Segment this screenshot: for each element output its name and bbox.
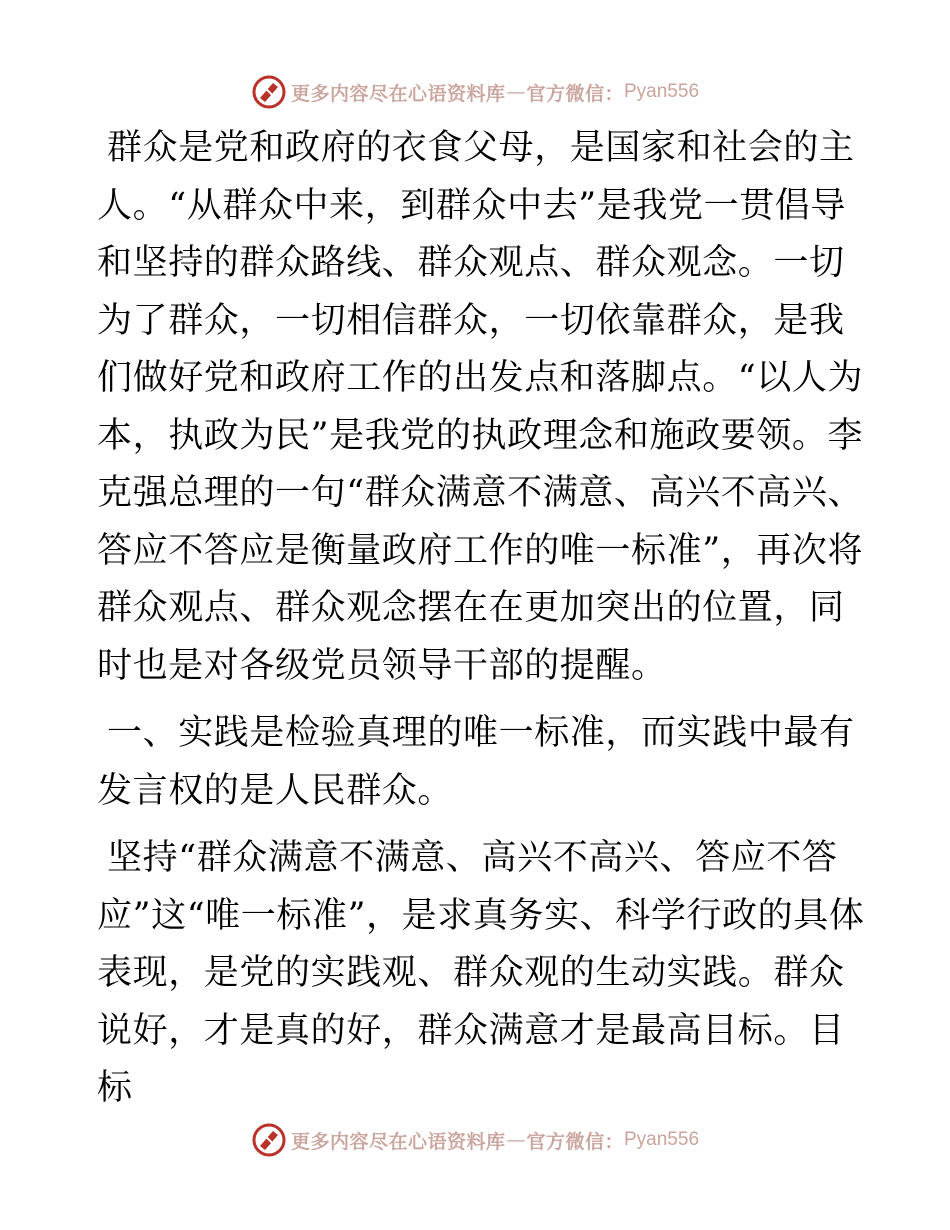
section-heading: 一、实践是检验真理的唯一标准，而实践中最有发言权的是人民群众。 — [97, 713, 855, 811]
ribbon-logo-icon — [251, 74, 287, 110]
ribbon-logo-icon — [251, 1122, 287, 1158]
body-paragraph: 坚持“群众满意不满意、高兴不高兴、答应不答应”这“唯一标准”，是求真务实、科学行政的具体表现，是党的实践观、群众观的生动实践。群众说好，才是真的好，群众满意才是最高目标。目标 — [97, 838, 865, 1108]
watermark-separator: — — [506, 1129, 526, 1151]
header-watermark — [0, 70, 950, 114]
watermark-separator: — — [506, 81, 526, 103]
footer-watermark — [0, 1118, 950, 1162]
body-paragraph: 群众是党和政府的衣食父母，是国家和社会的主人。“从群众中来，到群众中去”是我党一贯倡导和坚持的群众路线、群众观点、群众观念。一切为了群众，一切相信群众，一切依靠群众，是我们做好党和政府工作的出发点和落脚点。“以人为本，执政为民”是我党的执政理念和施政要领。李克强总理的一句“群众满意不满意、高兴不高兴、答应不答应是衡量政府工作的唯一标准”，再次将群众观点、群众观念摆在在更加突出的位置，同时也是对各级党员领导干部的提醒。 — [97, 128, 864, 686]
document-body — [97, 120, 867, 1118]
watermark-text: 更多内容尽在心语资料库 — [290, 82, 506, 105]
watermark-handle: Pyan556 — [624, 81, 700, 102]
watermark-suffix: 官方微信： — [526, 82, 624, 105]
watermark-suffix: 官方微信： — [526, 1130, 624, 1153]
watermark-text: 更多内容尽在心语资料库 — [290, 1130, 506, 1153]
watermark-handle: Pyan556 — [624, 1129, 700, 1150]
